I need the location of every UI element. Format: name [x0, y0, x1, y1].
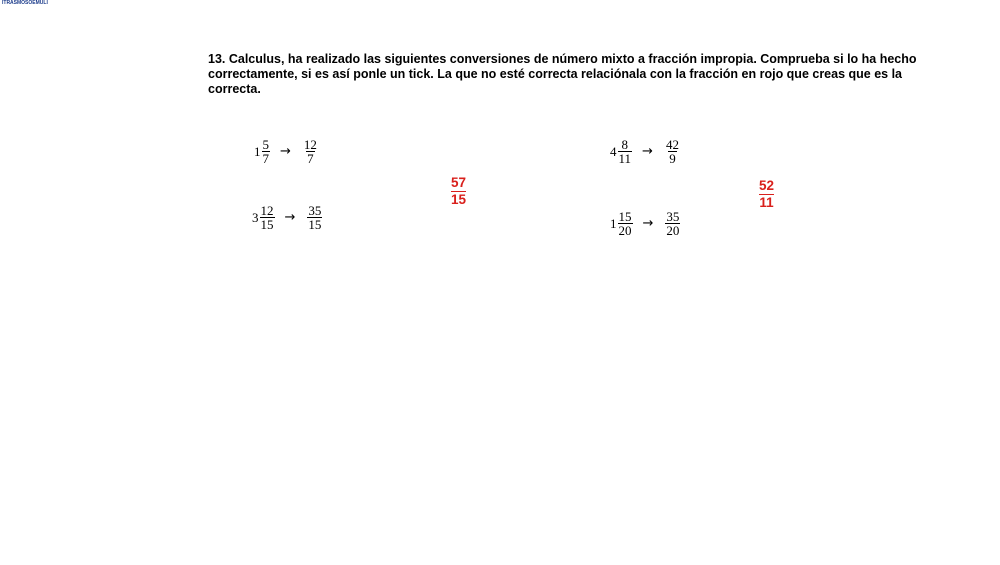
- arrow-right-icon: →: [642, 216, 654, 231]
- denominator: 11: [618, 151, 632, 166]
- improper-fraction: [665, 210, 680, 237]
- mixed-whole: 1: [610, 215, 617, 231]
- conversion-1[interactable]: [254, 138, 318, 165]
- exercise-instructions: 13. Calculus, ha realizado las siguientes conversiones de número mixto a fracción impropia. Comprueba si lo ha hecho correctamente, si es así ponle un tick. La que no esté correcta relaciónala con la fracción en rojo que creas que es la correcta.: [208, 52, 917, 96]
- conversion-3[interactable]: [610, 138, 680, 165]
- mixed-fraction: [260, 204, 275, 231]
- numerator: 8: [621, 137, 629, 152]
- conversion-2[interactable]: [252, 204, 322, 231]
- mixed-fraction: [262, 138, 271, 165]
- arrow-right-icon: →: [284, 210, 296, 225]
- denominator: 11: [759, 195, 774, 210]
- mixed-fraction: [618, 138, 633, 165]
- numerator: 35: [666, 209, 680, 224]
- improper-fraction: [665, 138, 680, 165]
- answer-fraction-1[interactable]: [451, 175, 466, 208]
- denominator: 7: [262, 151, 269, 166]
- denominator: 7: [307, 151, 314, 166]
- numerator: 52: [759, 178, 775, 193]
- arrow-right-icon: →: [642, 144, 653, 159]
- numerator: 12: [260, 203, 274, 218]
- denominator: 9: [669, 151, 676, 166]
- improper-fraction: [303, 138, 318, 165]
- numerator: 12: [303, 137, 317, 152]
- numerator: 42: [665, 137, 679, 152]
- mixed-fraction: [618, 210, 633, 237]
- denominator: 20: [618, 223, 632, 238]
- numerator: 15: [618, 209, 632, 224]
- watermark-logo: ITRASMOSOEMULI: [2, 0, 48, 6]
- mixed-whole: 1: [254, 143, 261, 159]
- answer-fraction-2[interactable]: [759, 178, 774, 211]
- numerator: 5: [262, 137, 269, 152]
- numerator: 57: [451, 175, 467, 190]
- denominator: 15: [308, 217, 322, 232]
- improper-fraction: [307, 204, 322, 231]
- denominator: 15: [260, 217, 274, 232]
- denominator: 15: [451, 192, 467, 207]
- denominator: 20: [666, 223, 680, 238]
- numerator: 35: [308, 203, 322, 218]
- conversion-4[interactable]: [610, 210, 680, 237]
- arrow-right-icon: →: [280, 144, 291, 159]
- mixed-whole: 4: [610, 143, 617, 159]
- mixed-whole: 3: [252, 209, 259, 225]
